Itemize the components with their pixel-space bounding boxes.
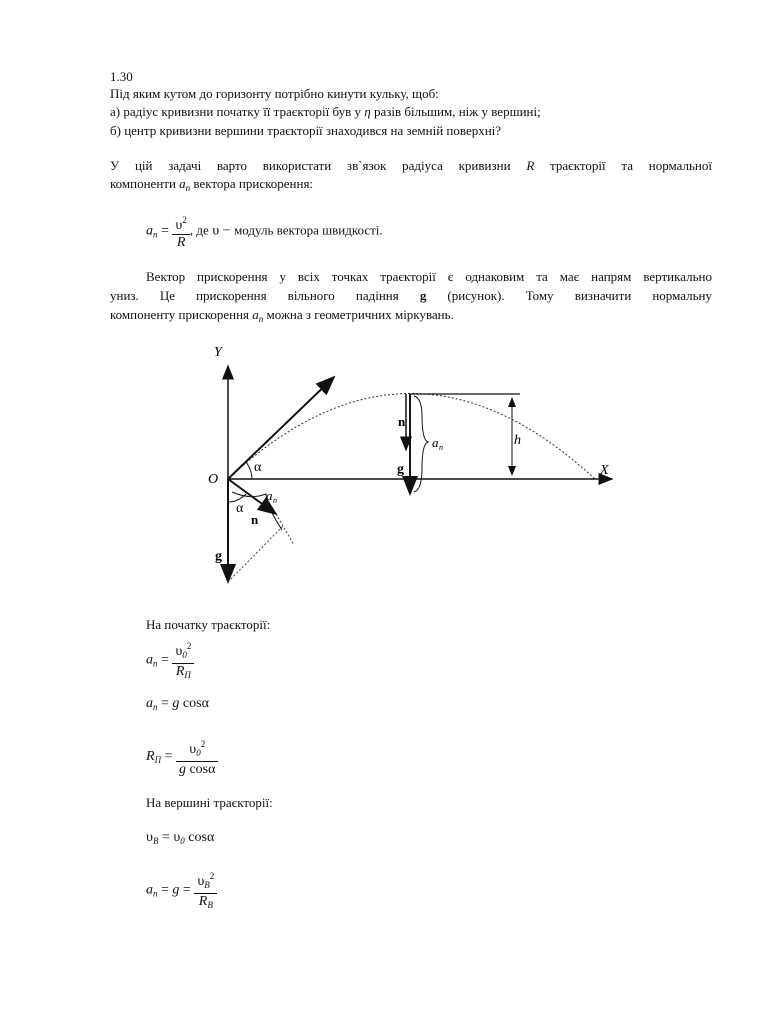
s2-a: a — [146, 696, 153, 711]
s3-num-v: υ — [189, 742, 197, 757]
t2-num — [194, 868, 217, 894]
eta-symbol: η — [364, 104, 371, 119]
velocity-vector — [228, 377, 334, 479]
s3-num — [176, 736, 219, 762]
f1-desc: модуль вектора швидкості. — [234, 222, 383, 238]
para2-line3-post: можна з геометричних міркувань. — [266, 307, 454, 322]
formula-start-3 — [146, 736, 218, 778]
label-X: X — [600, 463, 609, 478]
s3-eq: = — [164, 749, 173, 765]
s3-num-sub: 0 — [196, 748, 201, 758]
formula-top-1 — [146, 830, 214, 846]
t2-num-sub: В — [204, 880, 210, 890]
s3-fraction — [176, 736, 219, 778]
t2-n: n — [153, 888, 158, 899]
t2-den-sub: В — [207, 900, 213, 910]
t1-eq: = — [161, 830, 170, 845]
s3-R: R — [146, 749, 155, 765]
t2-a: a — [146, 882, 153, 898]
s2-g: g — [172, 696, 180, 711]
problem-number: 1.30 — [110, 69, 133, 84]
label-g-left: g — [215, 549, 222, 564]
s1-eq: = — [161, 652, 169, 668]
s1-n: n — [153, 658, 158, 669]
intro-line1-pre: У цій задачі варто використати зв`язок радіуса кривизни — [110, 158, 511, 173]
t2-den — [194, 894, 217, 913]
label-an-apex-n: n — [439, 443, 443, 452]
s1-num-v: υ — [175, 644, 183, 659]
label-n-apex: n — [398, 414, 406, 429]
f1-num-sup: 2 — [182, 215, 187, 225]
intro-line2-pre: компоненти — [110, 176, 176, 191]
s1-fraction — [172, 638, 194, 683]
an-brace-apex — [414, 396, 428, 492]
intro-line2-post: вектора прискорення: — [193, 176, 314, 191]
t1-v0: υ — [173, 830, 181, 845]
s1-num-sup: 2 — [186, 641, 192, 651]
s1-num-sub: 0 — [182, 650, 187, 660]
intro-n: n — [185, 183, 191, 193]
s2-cos: cos — [182, 696, 202, 711]
label-g-apex: g — [397, 462, 404, 477]
t2-fraction — [194, 868, 217, 913]
projection-line — [228, 525, 284, 582]
label-alpha-top: α — [254, 460, 262, 475]
f1-eq: = — [161, 223, 169, 239]
formula-top-2 — [146, 868, 217, 913]
s1-num — [172, 638, 194, 664]
s1-a: a — [146, 652, 153, 668]
question-b: б) центр кривизни вершини траєкторії знаходився на земній поверхні? — [110, 123, 502, 138]
s3-R-sub: П — [154, 755, 162, 766]
s3-den — [176, 762, 219, 778]
t1-v0-sub: 0 — [180, 836, 185, 846]
formula-start-1 — [146, 638, 194, 683]
label-an-left-n: n — [273, 496, 277, 505]
label-an-left-a: a — [266, 488, 273, 503]
intro-line1-post: траєкторії та нормальної — [550, 158, 713, 173]
para2-n: n — [258, 314, 264, 324]
para2-line2-pre: униз. Це прискорення вільного падіння — [110, 288, 399, 303]
intro-R: R — [526, 158, 535, 173]
para2-line3-pre: компоненту прискорення — [110, 307, 250, 322]
t1-cos: cos — [188, 830, 207, 845]
f1-den: R — [176, 235, 186, 250]
para2-line-1: Вектор прискорення у всіх точках траєкторії є однаковим та має напрям вертикально — [146, 269, 712, 284]
label-O: O — [208, 472, 219, 487]
f1-where: , де — [189, 222, 209, 238]
question-line-1: Під яким кутом до горизонту потрібно кинути кульку, щоб: — [110, 86, 439, 101]
f1-dash: − — [222, 223, 231, 239]
t2-den-R: R — [198, 894, 208, 909]
para2-a: a — [252, 307, 259, 322]
normal-extension — [276, 514, 294, 545]
label-h: h — [514, 433, 521, 448]
f1-num-v: υ — [175, 218, 183, 233]
t1-alpha: α — [206, 830, 215, 845]
s1-den-sub: П — [184, 670, 191, 680]
start-heading: На початку траєкторії: — [146, 617, 271, 632]
s1-den — [172, 664, 194, 683]
t1-v: υ — [146, 830, 153, 845]
f1-n: n — [153, 229, 158, 240]
formula-start-2 — [146, 696, 209, 712]
t2-eq1: = — [161, 882, 169, 898]
t2-num-sup: 2 — [209, 871, 215, 881]
s3-num-sup: 2 — [200, 739, 206, 749]
label-Y: Y — [214, 345, 222, 360]
question-a-post: разів більшим, ніж у вершині; — [373, 104, 541, 119]
f1-v: υ — [212, 223, 220, 239]
t1-v-sub: В — [152, 836, 159, 846]
trajectory-curve — [228, 394, 595, 480]
label-alpha-bottom: α — [236, 501, 244, 516]
s3-den-alpha: α — [208, 762, 216, 777]
s2-n: n — [153, 702, 158, 712]
s2-alpha: α — [201, 696, 209, 711]
t2-eq2: = — [182, 882, 191, 898]
f1-a: a — [146, 223, 153, 239]
intro-a: a — [179, 176, 186, 191]
t2-g: g — [172, 882, 180, 898]
s3-den-cos: cos — [189, 762, 209, 777]
para2-g: g — [419, 288, 427, 303]
top-heading: На вершині траєкторії: — [146, 795, 273, 810]
para2-line2-post: (рисунок). Тому визначити нормальну — [447, 288, 713, 303]
s1-den-R: R — [175, 664, 185, 679]
s3-den-g: g — [178, 762, 186, 777]
alpha-arc-top — [246, 462, 252, 479]
label-an-apex-a: a — [432, 435, 439, 450]
label-n-left: n — [251, 512, 259, 527]
t2-num-v: υ — [197, 874, 205, 889]
question-a-pre: а) радіус кривизни початку її траєкторії був у — [110, 104, 361, 119]
s2-eq: = — [161, 696, 169, 711]
